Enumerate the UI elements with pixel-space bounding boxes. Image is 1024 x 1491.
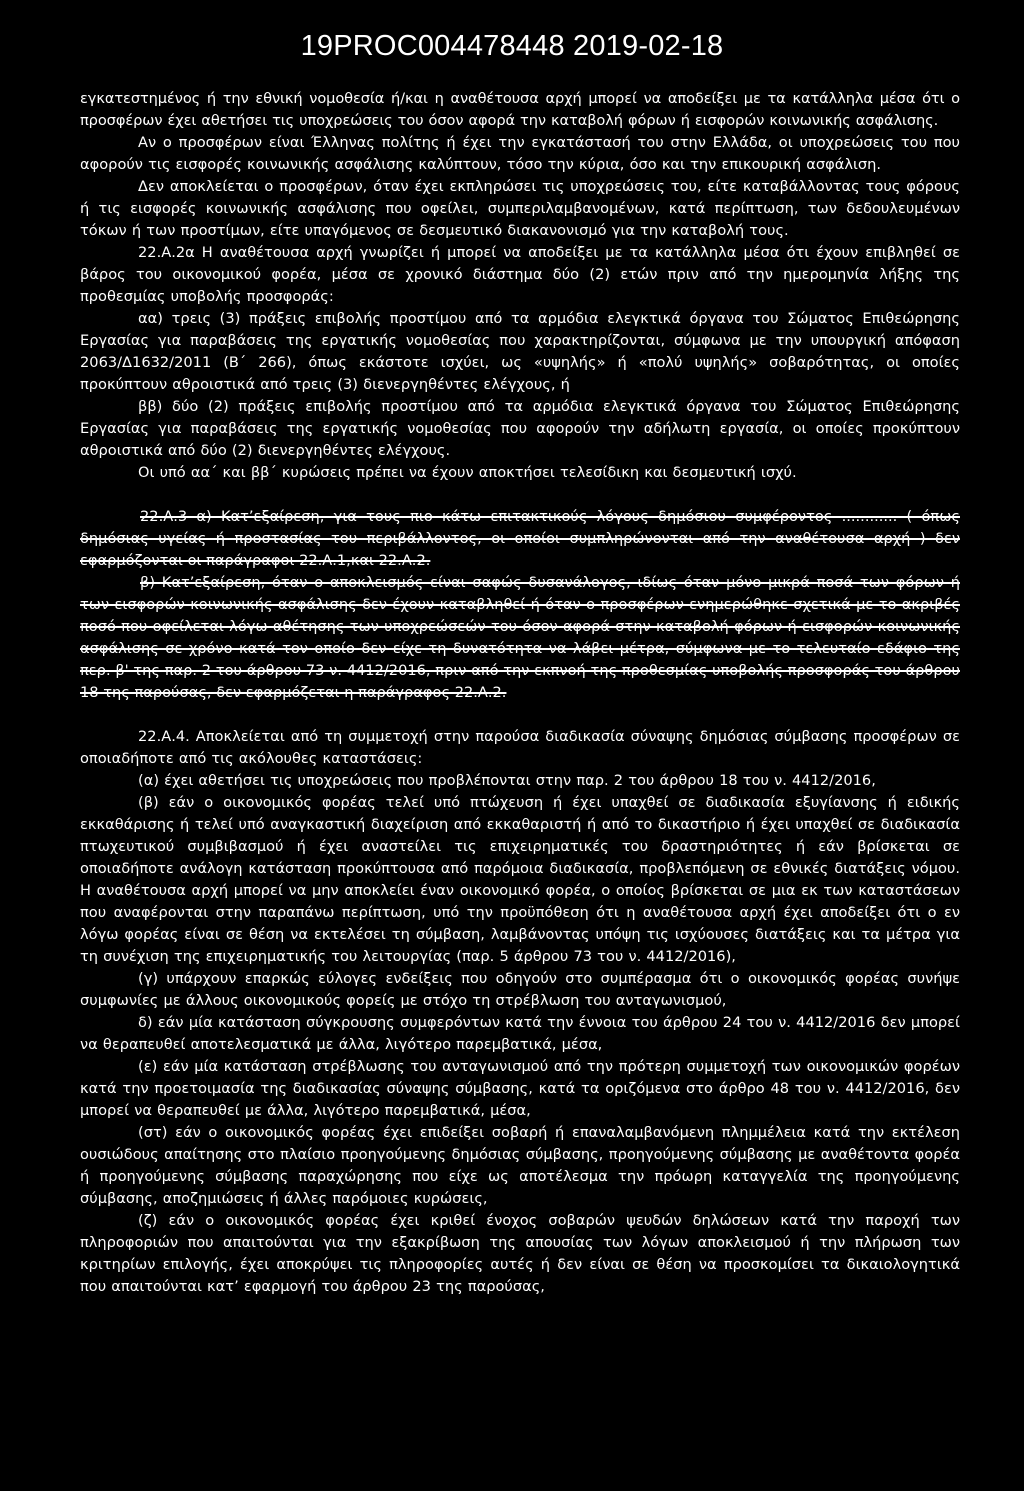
paragraph-sanctions-final: Οι υπό αα΄ και ββ΄ κυρώσεις πρέπει να έχουν αποκτήσει τελεσίδικη και δεσμευτική ισχύ.	[138, 464, 797, 481]
paragraph-bb: ββ) δύο (2) πράξεις επιβολής προστίμου από τα αρμόδια ελεγκτικά όργανα του Σώματος Επιθεώρησης Εργασίας για παραβάσεις της εργατικής νομοθεσίας που αφορούν την αδήλωτη εργασία, οι οποίες προκύπτουν αθροιστικά από δύο (2) διενεργηθέντες ελέγχους.	[80, 398, 960, 459]
paragraph-not-excluded: Δεν αποκλείεται ο προσφέρων, όταν έχει εκπληρώσει τις υποχρεώσεις του, είτε καταβάλλοντας τους φόρους ή τις εισφορές κοινωνικής ασφάλισης που οφείλει, συμπεριλαμβανομένων, κατά περίπτωση, των δεδουλευμένων τόκων ή των προστίμων, είτε υπαγόμενος σε δεσμευτικό διακανονισμό για την καταβολή τους.	[80, 178, 960, 239]
paragraph-item-st: (στ) εάν ο οικονομικός φορέας έχει επιδείξει σοβαρή ή επαναλαμβανόμενη πλημμέλεια κατά την εκτέλεση ουσιώδους απαίτησης στο πλαίσιο προηγούμενης δημόσιας σύμβασης, προηγούμενης σύμβασης με αναθέτοντα φορέα ή προηγούμενης σύμβασης παραχώρησης που είχε ως αποτέλεσμα την πρόωρη καταγγελία της προηγούμενης σύμβασης, αποζημιώσεις ή άλλες παρόμοιες κυρώσεις,	[80, 1124, 960, 1207]
spacer	[80, 704, 960, 726]
paragraph-greek-citizen: Αν ο προσφέρων είναι Έλληνας πολίτης ή έχει την εγκατάστασή του στην Ελλάδα, οι υποχρεώσεις του που αφορούν τις εισφορές κοινωνικής ασφάλισης καλύπτουν, τόσο την κύρια, όσο και την επικουρική ασφάλιση.	[80, 134, 960, 173]
paragraph-item-a: (α) έχει αθετήσει τις υποχρεώσεις που προβλέπονται στην παρ. 2 του άρθρου 18 του ν. 4412/2016,	[138, 772, 876, 789]
document-body	[80, 88, 960, 1298]
paragraph-22a2a: 22.Α.2α Η αναθέτουσα αρχή γνωρίζει ή μπορεί να αποδείξει με τα κατάλληλα μέσα ότι έχουν επιβληθεί σε βάρος του οικονομικού φορέα, μέσα σε χρονικό διάστημα δύο (2) ετών πριν από την ημερομηνία λήξης της προθεσμίας υποβολής προσφοράς:	[80, 244, 960, 305]
struck-paragraph-22a3b: β) Κατ’εξαίρεση, όταν ο αποκλεισμός είναι σαφώς δυσανάλογος, ιδίως όταν μόνο μικρά ποσά των φόρων ή των εισφορών κοινωνικής ασφάλισης δεν έχουν καταβληθεί ή όταν ο προσφέρων ενημερώθηκε σχετικά με το ακριβές ποσό που οφείλεται λόγω αθέτησης των υποχρεώσεών του όσον αφορά στην καταβολή φόρων ή εισφορών κοινωνικής ασφάλισης σε χρόνο κατά τον οποίο δεν είχε τη δυνατότητα να λάβει μέτρα, σύμφωνα με το τελευταίο εδάφιο της περ. β' της παρ. 2 του άρθρου 73 ν. 4412/2016, πριν από την εκπνοή της προθεσμίας υποβολής προσφοράς του άρθρου 18 της παρούσας, δεν εφαρμόζεται η παράγραφος 22.Α.2.	[80, 574, 960, 701]
spacer	[80, 484, 960, 506]
paragraph-item-c: (γ) υπάρχουν επαρκώς εύλογες ενδείξεις που οδηγούν στο συμπέρασμα ότι ο οικονομικός φορέας συνήψε συμφωνίες με άλλους οικονομικούς φορείς με στόχο τη στρέβλωση του ανταγωνισμού,	[80, 970, 960, 1009]
paragraph-22a4: 22.Α.4. Αποκλείεται από τη συμμετοχή στην παρούσα διαδικασία σύναψης δημόσιας σύμβασης προσφέρων σε οποιαδήποτε από τις ακόλουθες καταστάσεις:	[80, 728, 960, 767]
paragraph-item-z: (ζ) εάν ο οικονομικός φορέας έχει κριθεί ένοχος σοβαρών ψευδών δηλώσεων κατά την παροχή των πληροφοριών που απαιτούνται για την εξακρίβωση της απουσίας των λόγων αποκλεισμού ή την πλήρωση των κριτηρίων επιλογής, έχει αποκρύψει τις πληροφορίες αυτές ή δεν είναι σε θέση να προσκομίσει τα δικαιολογητικά που απαιτούνται κατ’ εφαρμογή του άρθρου 23 της παρούσας,	[80, 1212, 960, 1295]
struck-paragraph-22a3a: 22.Α.3 α) Κατ’εξαίρεση, για τους πιο κάτω επιτακτικούς λόγους δημόσιου συμφέροντος ............ ( όπως δημόσιας υγείας ή προστασίας του περιβάλλοντος, οι οποίοι συμπληρώνονται από την αναθέτουσα αρχή ) δεν εφαρμόζονται οι παράγραφοι 22.Α.1,και 22.Α.2.	[80, 508, 960, 569]
paragraph-aa: αα) τρεις (3) πράξεις επιβολής προστίμου από τα αρμόδια ελεγκτικά όργανα του Σώματος Επιθεώρησης Εργασίας για παραβάσεις της εργατικής νομοθεσίας που χαρακτηρίζονται, σύμφωνα με την υπουργική απόφαση 2063/Δ1632/2011 (Β΄ 266), όπως εκάστοτε ισχύει, ως «υψηλής» ή «πολύ υψηλής» σοβαρότητας, οι οποίες προκύπτουν αθροιστικά από τρεις (3) διενεργηθέντες ελέγχους, ή	[80, 310, 960, 393]
paragraph-tax-obligations: εγκατεστημένος ή την εθνική νομοθεσία ή/και η αναθέτουσα αρχή μπορεί να αποδείξει με τα κατάλληλα μέσα ότι ο προσφέρων έχει αθετήσει τις υποχρεώσεις του όσον αφορά την καταβολή φόρων ή εισφορών κοινωνικής ασφάλισης.	[80, 90, 960, 129]
paragraph-item-e: (ε) εάν μία κατάσταση στρέβλωσης του ανταγωνισμού από την πρότερη συμμετοχή των οικονομικών φορέων κατά την προετοιμασία της διαδικασίας σύναψης σύμβασης, κατά τα οριζόμενα στο άρθρο 48 του ν. 4412/2016, δεν μπορεί να θεραπευθεί με άλλα, λιγότερο παρεμβατικά, μέσα,	[80, 1058, 960, 1119]
paragraph-item-d: δ) εάν μία κατάσταση σύγκρουσης συμφερόντων κατά την έννοια του άρθρου 24 του ν. 4412/2016 δεν μπορεί να θεραπευθεί αποτελεσματικά με άλλα, λιγότερο παρεμβατικά, μέσα,	[80, 1014, 960, 1053]
document-id-header: 19PROC004478448 2019-02-18	[300, 30, 724, 62]
paragraph-item-b: (β) εάν ο οικονομικός φορέας τελεί υπό πτώχευση ή έχει υπαχθεί σε διαδικασία εξυγίανσης ή ειδικής εκκαθάρισης ή τελεί υπό αναγκαστική διαχείριση από εκκαθαριστή ή από το δικαστήριο ή έχει υπαχθεί σε διαδικασία πτωχευτικού συμβιβασμού ή έχει αναστείλει τις επιχειρηματικές του δραστηριότητες ή εάν βρίσκεται σε οποιαδήποτε ανάλογη κατάσταση προκύπτουσα από παρόμοια διαδικασία, προβλεπόμενη σε εθνικές διατάξεις νόμου. Η αναθέτουσα αρχή μπορεί να μην αποκλείει έναν οικονομικό φορέα, ο οποίος βρίσκεται σε μια εκ των καταστάσεων που αναφέρονται στην παραπάνω περίπτωση, υπό την προϋπόθεση ότι η αναθέτουσα αρχή έχει αποδείξει ότι ο εν λόγω φορέας είναι σε θέση να εκτελέσει τη σύμβαση, λαμβάνοντας υπόψη τις ισχύουσες διατάξεις και τα μέτρα για τη συνέχιση της επιχειρηματικής του λειτουργίας (παρ. 5 άρθρου 73 του ν. 4412/2016),	[80, 794, 960, 965]
